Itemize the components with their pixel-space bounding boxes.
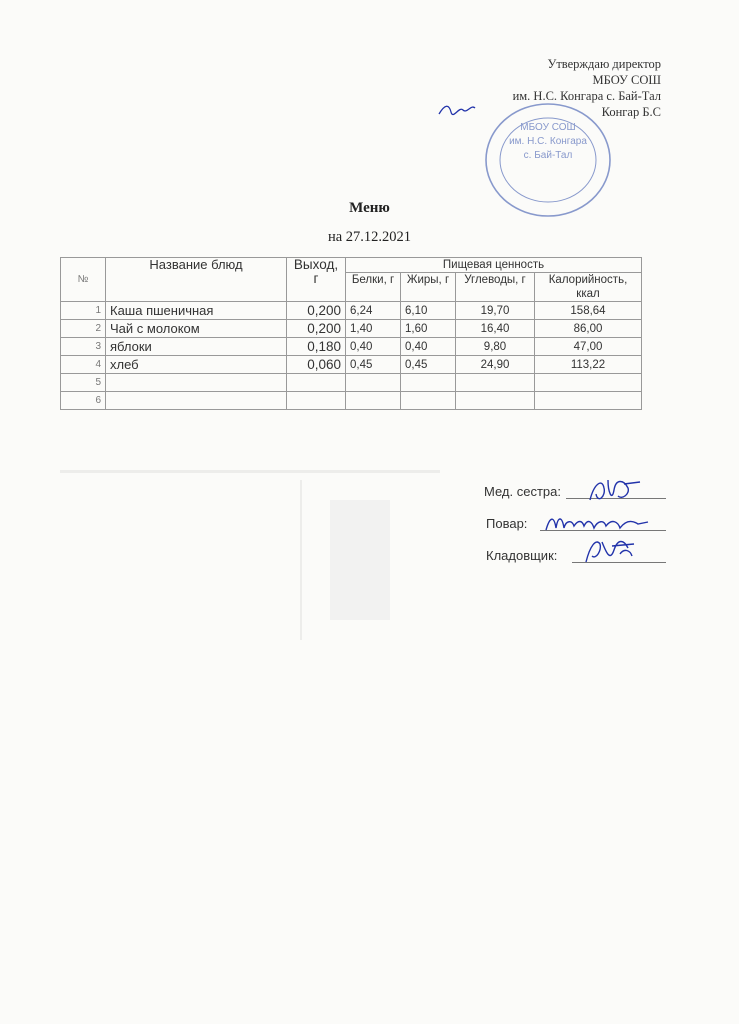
row-name: Чай с молоком [106, 320, 287, 338]
document-date: на 27.12.2021 [327, 229, 412, 245]
stamp-text-3: с. Бай-Тал [523, 150, 573, 161]
scan-shadow [300, 480, 302, 640]
row-protein: 6,24 [346, 302, 401, 320]
row-protein: 1,40 [346, 320, 401, 338]
row-carbs: 16,40 [456, 320, 535, 338]
storekeeper-label: Кладовщик: [486, 548, 558, 563]
row-fat: 1,60 [401, 320, 456, 338]
row-protein [346, 392, 401, 410]
storekeeper-signature-row [484, 548, 561, 580]
approval-line-3: им. Н.С. Конгара с. Бай-Тал [512, 89, 661, 103]
row-fat [401, 392, 456, 410]
header-carbs: Углеводы, г [456, 273, 535, 302]
row-protein: 0,40 [346, 338, 401, 356]
scan-shadow [330, 500, 390, 620]
table-row [61, 302, 642, 320]
header-output: Выход, г [287, 258, 346, 302]
storekeeper-signature-icon [580, 534, 640, 568]
row-fat: 6,10 [401, 302, 456, 320]
row-num: 5 [61, 374, 106, 392]
row-output: 0,180 [287, 338, 346, 356]
scan-shadow [60, 470, 440, 473]
row-num: 2 [61, 320, 106, 338]
signatures-block [484, 484, 561, 580]
stamp-text-1: МБОУ СОШ [520, 122, 576, 133]
row-name: Каша пшеничная [106, 302, 287, 320]
menu-table [60, 257, 642, 410]
row-name: хлеб [106, 356, 287, 374]
document-title: Меню [349, 200, 390, 216]
director-signature-icon [437, 100, 477, 118]
header-name: Название блюд [106, 258, 287, 302]
row-num: 1 [61, 302, 106, 320]
approval-line-4: Конгар Б.С [601, 105, 661, 119]
row-num: 6 [61, 392, 106, 410]
header-protein: Белки, г [346, 273, 401, 302]
table-row [61, 356, 642, 374]
table-row [61, 374, 642, 392]
row-name [106, 392, 287, 410]
row-calories [535, 374, 642, 392]
row-output [287, 392, 346, 410]
nurse-signature-icon [584, 474, 644, 508]
row-calories: 86,00 [535, 320, 642, 338]
cook-label: Повар: [486, 516, 528, 531]
header-nutrition: Пищевая ценность [346, 258, 642, 273]
table-header-row [61, 258, 642, 273]
row-num: 3 [61, 338, 106, 356]
row-fat: 0,40 [401, 338, 456, 356]
row-output [287, 374, 346, 392]
row-output: 0,200 [287, 320, 346, 338]
row-output: 0,060 [287, 356, 346, 374]
header-fat: Жиры, г [401, 273, 456, 302]
row-output: 0,200 [287, 302, 346, 320]
nurse-label: Мед. сестра: [484, 484, 561, 499]
row-fat: 0,45 [401, 356, 456, 374]
row-name: яблоки [106, 338, 287, 356]
row-carbs: 9,80 [456, 338, 535, 356]
row-protein [346, 374, 401, 392]
row-carbs [456, 374, 535, 392]
row-calories [535, 392, 642, 410]
row-num: 4 [61, 356, 106, 374]
row-carbs [456, 392, 535, 410]
approval-line-2: МБОУ СОШ [592, 73, 661, 87]
cook-signature-row [484, 516, 561, 548]
row-protein: 0,45 [346, 356, 401, 374]
row-fat [401, 374, 456, 392]
row-carbs: 19,70 [456, 302, 535, 320]
row-calories: 47,00 [535, 338, 642, 356]
header-num: № [61, 258, 106, 302]
table-row [61, 338, 642, 356]
row-name [106, 374, 287, 392]
row-calories: 113,22 [535, 356, 642, 374]
header-calories: Калорийность, ккал [535, 273, 642, 302]
row-carbs: 24,90 [456, 356, 535, 374]
row-calories: 158,64 [535, 302, 642, 320]
approval-line-1: Утверждаю директор [547, 57, 661, 71]
stamp-text-2: им. Н.С. Конгара [509, 136, 587, 147]
table-row [61, 320, 642, 338]
table-row [61, 392, 642, 410]
